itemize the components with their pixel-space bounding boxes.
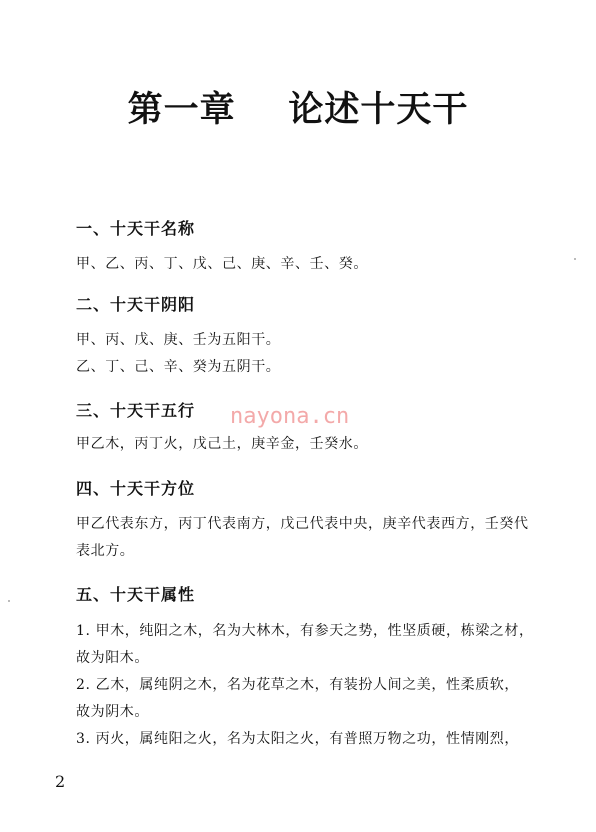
body-line: 2. 乙木，属纯阴之木，名为花草之木，有装扮人间之美，性柔质软，	[76, 677, 520, 693]
section-heading-names: 一、十天干名称	[76, 219, 196, 238]
watermark: nayona.cn	[230, 404, 350, 429]
body-line: 乙、丁、己、辛、癸为五阴干。	[76, 359, 281, 375]
section-heading-attributes: 五、十天干属性	[76, 585, 196, 604]
body-line: 甲乙代表东方，丙丁代表南方，戊己代表中央，庚辛代表西方，壬癸代	[76, 516, 529, 532]
body-line: 3. 丙火，属纯阳之火，名为太阳之火，有普照万物之功，性情刚烈，	[76, 731, 520, 747]
body-line: 甲、乙、丙、丁、戊、己、庚、辛、壬、癸。	[76, 256, 368, 272]
body-line: 甲、丙、戊、庚、壬为五阳干。	[76, 332, 281, 348]
page-number: 2	[55, 772, 66, 791]
body-line: 故为阳木。	[76, 650, 149, 666]
section-heading-five-elements: 三、十天干五行	[76, 401, 196, 420]
chapter-title: 第一章 论述十天干	[127, 90, 469, 130]
scan-speck	[8, 600, 10, 602]
scan-speck	[574, 258, 576, 260]
body-line: 甲乙木，丙丁火，戊己土，庚辛金，壬癸水。	[76, 436, 368, 452]
section-heading-yinyang: 二、十天干阴阳	[76, 295, 196, 314]
section-heading-directions: 四、十天干方位	[76, 479, 196, 498]
body-line: 表北方。	[76, 543, 135, 559]
body-line: 1. 甲木，纯阳之木，名为大林木，有参天之势，性坚质硬，栋梁之材，	[76, 623, 534, 639]
body-line: 故为阴木。	[76, 704, 149, 720]
